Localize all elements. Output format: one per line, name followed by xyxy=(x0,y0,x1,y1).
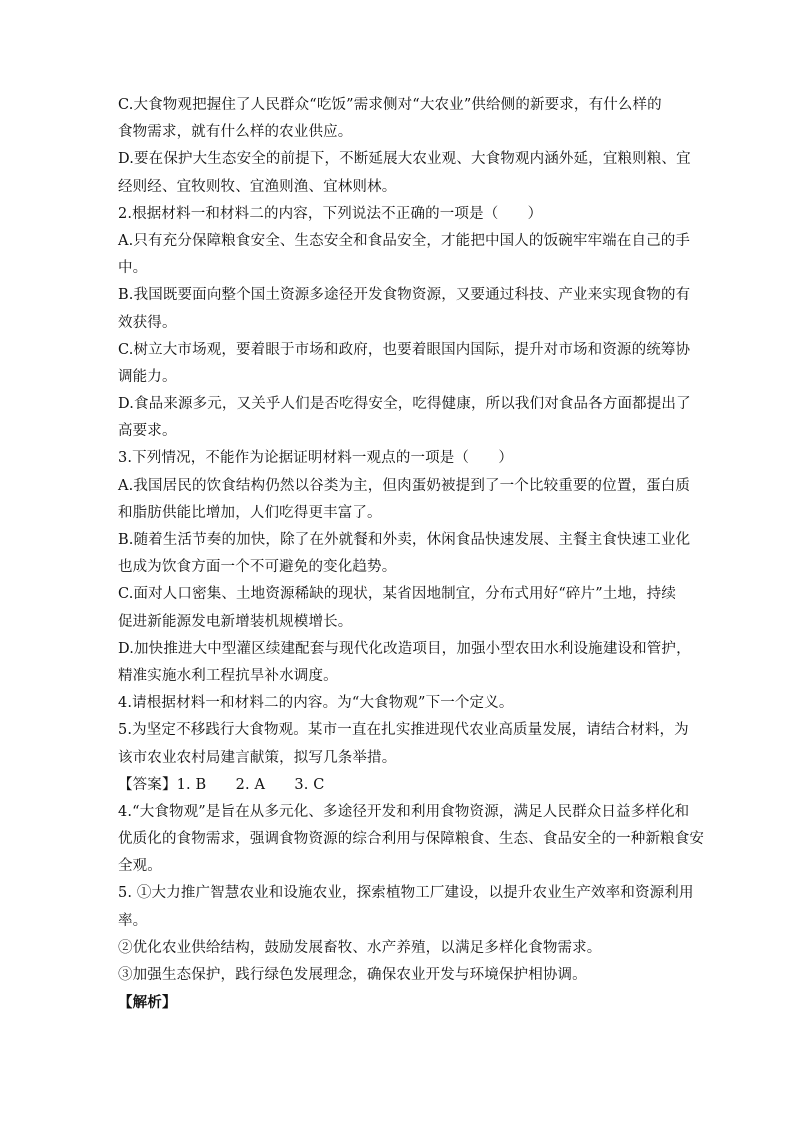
option-d-line-1: D.要在保护大生态安全的前提下，不断延展大农业观、大食物观内涵外延，宜粮则粮、宜 xyxy=(118,151,691,168)
question-3: 3.下列情况，不能作为论据证明材料一观点的一项是（ ） xyxy=(118,450,514,467)
answer-4-line-2: 优质化的食物需求，强调食物资源的综合利用与保障粮食、生态、食品安全的一种新粮食安 xyxy=(118,831,704,848)
answer-4-line-3: 全观。 xyxy=(118,858,162,875)
q3-option-d-line-1: D.加快推进大中型灌区续建配套与现代化改造项目，加强小型农田水利设施建设和管护， xyxy=(118,640,691,657)
answer-heading: 【答案】1. B 2. A 3. C xyxy=(118,776,325,793)
option-c-line-1: C.大食物观把握住了人民群众“吃饭”需求侧对“大农业”供给侧的新要求，有什么样的 xyxy=(118,97,662,113)
q2-option-c-line-1: C.树立大市场观，要着眼于市场和政府，也要着眼国内国际，提升对市场和资源的统筹协 xyxy=(118,341,691,358)
answer-5-item-2: ②优化农业供给结构，鼓励发展畜牧、水产养殖，以满足多样化食物需求。 xyxy=(118,939,602,956)
q3-option-b-line-1: B.随着生活节奏的加快，除了在外就餐和外卖，休闲食品快速发展、主餐主食快速工业化 xyxy=(118,532,691,548)
q3-option-a-line-2: 和脂肪供能比增加，人们吃得更丰富了。 xyxy=(118,504,382,521)
question-5-line-1: 5.为坚定不移践行大食物观。某市一直在扎实推进现代农业高质量发展，请结合材料，为 xyxy=(118,722,689,739)
q2-option-d-line-1: D.食品来源多元，又关乎人们是否吃得安全，吃得健康，所以我们对食品各方面都提出了 xyxy=(118,396,691,413)
question-4: 4.请根据材料一和材料二的内容。为“大食物观”下一个定义。 xyxy=(118,695,514,712)
q2-option-b-line-2: 效获得。 xyxy=(118,314,177,331)
document-page xyxy=(118,92,704,1016)
q3-option-c-line-1: C.面对人口密集、土地资源稀缺的现状，某省因地制宜，分布式用好“碎片”土地，持续 xyxy=(118,586,677,603)
answer-4-line-1: 4.“大食物观”是旨在从多元化、多途径开发和利用食物资源，满足人民群众日益多样化和 xyxy=(118,803,690,820)
q2-option-d-line-2: 高要求。 xyxy=(118,423,177,440)
q3-option-b-line-2: 也成为饮食方面一个不可避免的变化趋势。 xyxy=(118,559,397,576)
q2-option-b-line-1: B.我国既要面向整个国土资源多途径开发食物资源，又要通过科技、产业来实现食物的有 xyxy=(118,287,691,304)
question-2: 2.根据材料一和材料二的内容，下列说法不正确的一项是（ ） xyxy=(118,205,543,222)
option-c-line-2: 食物需求，就有什么样的农业供应。 xyxy=(118,124,353,141)
q2-option-c-line-2: 调能力。 xyxy=(118,368,177,385)
q3-option-d-line-2: 精准实施水利工程抗旱补水调度。 xyxy=(118,667,338,684)
q2-option-a-line-1: A.只有充分保障粮食安全、生态安全和食品安全，才能把中国人的饭碗牢牢端在自己的手 xyxy=(118,232,691,249)
q3-option-c-line-2: 促进新能源发电新增装机规模增长。 xyxy=(118,613,353,630)
question-5-line-2: 该市农业农村局建言献策，拟写几条举措。 xyxy=(118,749,397,766)
option-d-line-2: 经则经、宜牧则牧、宜渔则渔、宜林则林。 xyxy=(118,178,397,195)
answer-5-item-3: ③加强生态保护，践行绿色发展理念，确保农业开发与环境保护相协调。 xyxy=(118,967,587,983)
analysis-heading: 【解析】 xyxy=(118,994,177,1012)
answer-5-item-1-line-2: 率。 xyxy=(118,912,148,929)
answer-5-item-1-line-1: 5. ①大力推广智慧农业和设施农业，探索植物工厂建设，以提升农业生产效率和资源利用 xyxy=(118,885,694,902)
q3-option-a-line-1: A.我国居民的饮食结构仍然以谷类为主，但肉蛋奶被提到了一个比较重要的位置，蛋白质 xyxy=(118,477,691,494)
q2-option-a-line-2: 中。 xyxy=(118,260,148,277)
